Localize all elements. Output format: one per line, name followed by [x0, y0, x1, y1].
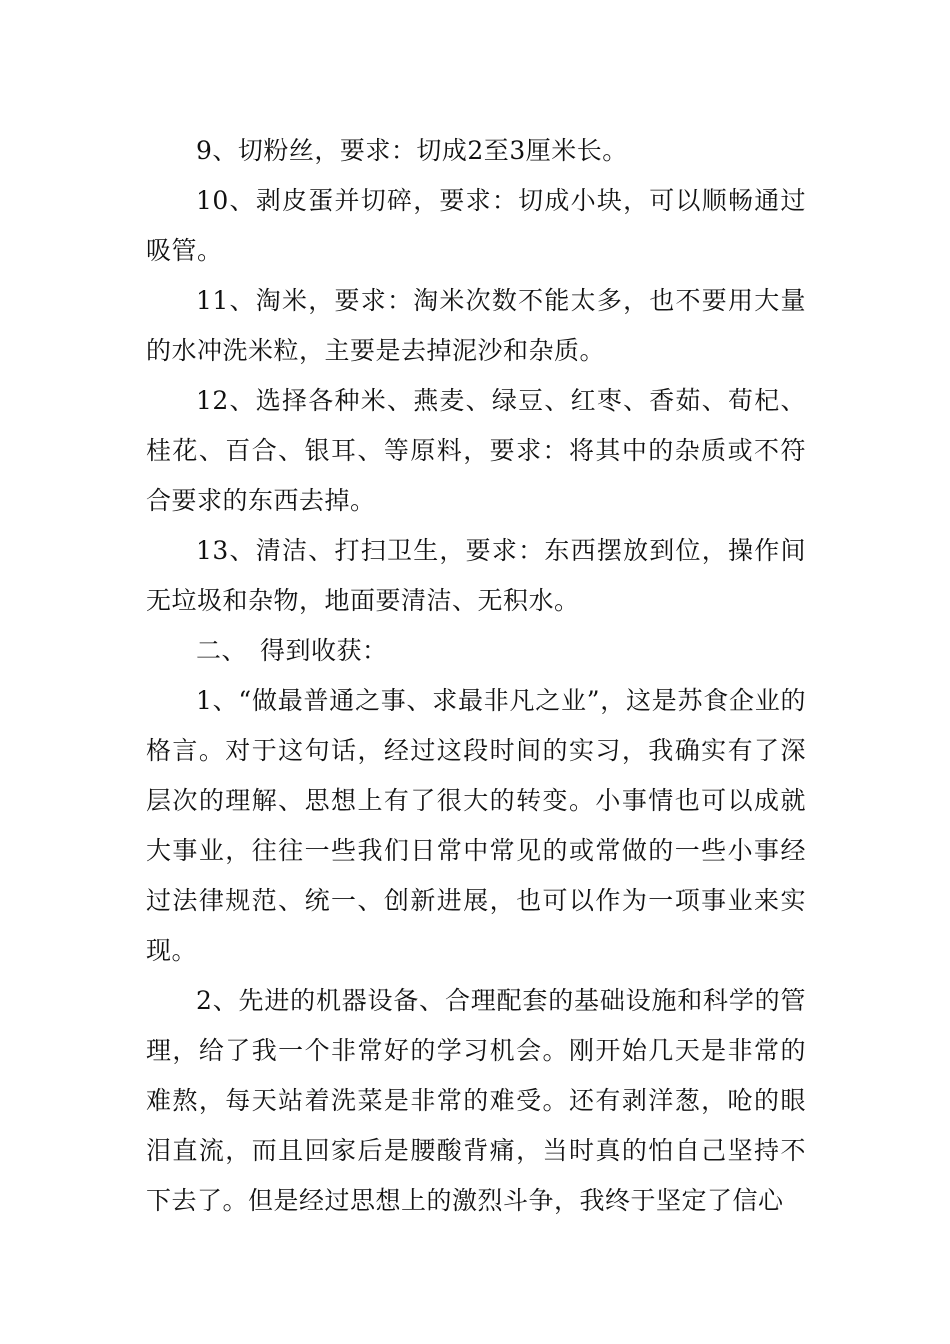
paragraph-item-10: 10、剥皮蛋并切碎，要求：切成小块，可以顺畅通过吸管。 — [146, 186, 806, 265]
gains-paragraph-2: 2、先进的机器设备、合理配套的基础设施和科学的管理，给了我一个非常好的学习机会。刚开始几天是非常的难熬，每天站着洗菜是非常的难受。还有剥洋葱，呛的眼泪直流，而且回家后是腰酸背痛，当时真的怕自己坚持不下去了。但是经过思想上的激烈斗争，我终于坚定了信心 — [146, 986, 806, 1215]
gains-paragraph-1: 1、“做最普通之事、求最非凡之业”，这是苏食企业的格言。对于这句话，经过这段时间的实习，我确实有了深层次的理解、思想上有了很大的转变。小事情也可以成就大事业，往往一些我们日常中常见的或常做的一些小事经过法律规范、统一、创新进展，也可以作为一项事业来实现。 — [146, 686, 806, 965]
paragraph-item-9: 9、切粉丝，要求：切成2至3厘米长。 — [196, 136, 628, 165]
paragraph-item-13: 13、清洁、打扫卫生，要求：东西摆放到位，操作间无垃圾和杂物，地面要清洁、无积水。 — [146, 536, 806, 615]
paragraph-item-12: 12、选择各种米、燕麦、绿豆、红枣、香茹、荀杞、桂花、百合、银耳、等原料，要求：将其中的杂质或不符合要求的东西去掉。 — [146, 386, 806, 515]
document-body — [146, 126, 806, 1226]
paragraph-item-11: 11、淘米，要求：淘米次数不能太多，也不要用大量的水冲洗米粒，主要是去掉泥沙和杂质。 — [146, 286, 806, 365]
section-heading-gains: 二、 得到收获： — [196, 636, 388, 665]
